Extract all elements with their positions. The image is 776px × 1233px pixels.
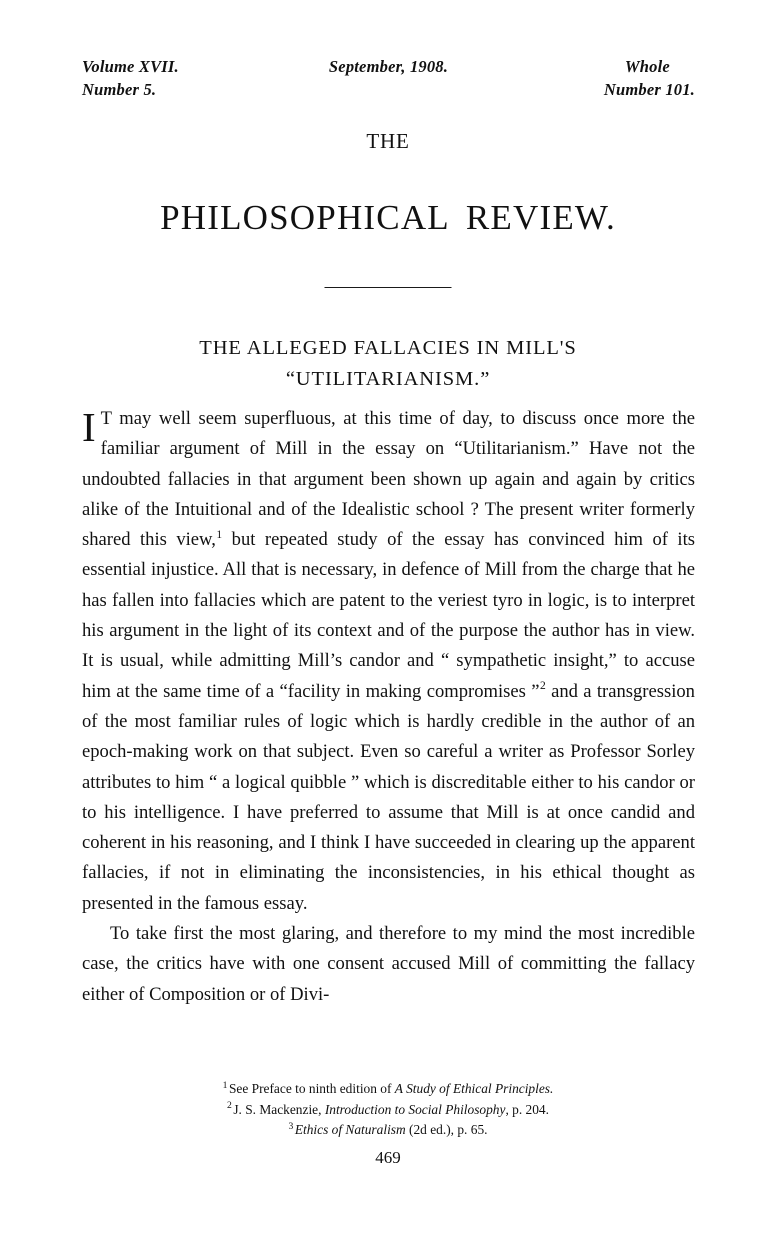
article-title-line-1: THE ALLEGED FALLACIES IN MILL'S xyxy=(199,337,577,359)
article-body xyxy=(82,404,695,1010)
footnote-1-marker: 1 xyxy=(222,1079,228,1091)
footnote-ref-1[interactable]: 1 xyxy=(216,529,223,541)
footnote-3-title: Ethics of Naturalism xyxy=(294,1122,406,1138)
divider-rule xyxy=(325,287,452,288)
footnote-2-title: Introduction to Social Philosophy xyxy=(324,1101,506,1117)
masthead-number: Number 5. xyxy=(82,80,157,99)
footnote-1-text-before: See Preface to ninth edition of xyxy=(228,1081,395,1096)
masthead-volume: Volume XVII. xyxy=(82,57,179,76)
masthead xyxy=(82,55,695,107)
footnote-1-title: A Study of Ethical Principles. xyxy=(394,1081,554,1096)
footnote-1 xyxy=(0,1079,776,1100)
footnotes-block xyxy=(0,1079,776,1141)
journal-title xyxy=(0,198,776,238)
journal-the-word: THE xyxy=(366,129,410,153)
paragraph-1-text-b: but repeated study of the essay has convinced him of its essential injustice. All that is necessary, in defence of Mill from the charge that he has fallen into fallacies which are patent to the veriest tyro in logic, is to interpret his argument in the light of its context and of the purpose the author has in view. It is usual, while admitting Mill’s candor and “ sympathetic insight,” to accuse him at the same time of a “facility in making compromises ” xyxy=(82,529,695,702)
page-number: 469 xyxy=(375,1148,401,1167)
article-title-line-2: “UTILITARIANISM.” xyxy=(285,368,491,390)
footnote-2-marker: 2 xyxy=(227,1100,232,1112)
paragraph-1-text-a: T may well seem superfluous, at this time of day, to discuss once more the familiar argument of Mill in the essay on “Utilitarianism.” Have not the undoubted fallacies in that argument been shown up again and again by critics alike of the Intuitional and of the Idealistic school ? The present writer formerly shared this view, xyxy=(82,408,695,551)
footnote-3-marker: 3 xyxy=(288,1120,294,1132)
paragraph-1-text-c: and a transgression of the most familiar rules of logic which is hardly credible in the author of an epoch-making work on that subject. Even so careful a writer as Professor Sorley attributes to him “ a logical quibble ” which is discreditable either to his candor or to his intelligence. I have preferred to assume that Mill is at once candid and coherent in his reasoning, and I think I have succeeded in clearing up the apparent fallacies, if not in eliminating the inconsistencies, in his ethical thought as presented in the famous essay. xyxy=(82,680,695,914)
masthead-whole-label: Whole xyxy=(624,57,670,76)
journal-title-part1: PHILOSOPHICAL xyxy=(160,198,450,237)
footnote-3-text-after: (2d ed.), p. 65. xyxy=(405,1122,488,1138)
masthead-date: September, 1908. xyxy=(328,57,449,76)
footnote-2 xyxy=(0,1100,776,1121)
footnote-2-text-after: , p. 204. xyxy=(505,1101,549,1117)
masthead-whole-number: Number 101. xyxy=(603,80,695,99)
footnote-2-text-before: J. S. Mackenzie, xyxy=(233,1101,325,1117)
article-title xyxy=(0,333,776,395)
masthead-whole-block xyxy=(604,55,695,101)
footnote-ref-2[interactable]: 2 xyxy=(539,680,546,693)
paragraph-1 xyxy=(82,404,695,919)
drop-cap: I xyxy=(82,404,96,450)
footnote-3 xyxy=(0,1120,776,1141)
journal-title-part2: REVIEW. xyxy=(465,198,616,237)
paragraph-2: To take first the most glaring, and therefore to my mind the most incredible case, the critics have with one consent accused Mill of committing the fallacy either of Composition or of Divi- xyxy=(82,923,695,1005)
